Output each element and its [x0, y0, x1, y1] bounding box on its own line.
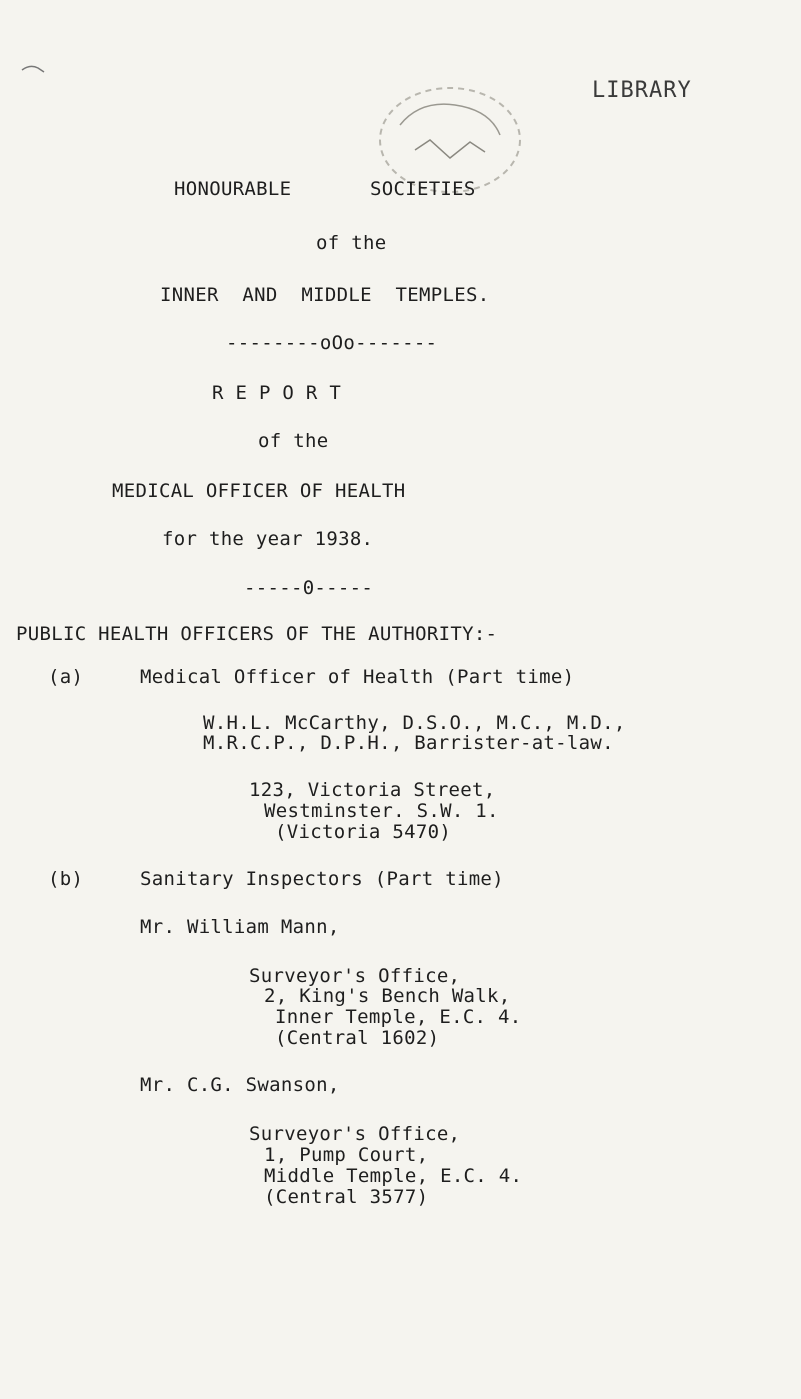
header-honourable: HONOURABLE	[174, 178, 292, 200]
item-a-address-line3: (Victoria 5470)	[275, 821, 452, 843]
inspector-2-name: Mr. C.G. Swanson,	[140, 1074, 340, 1096]
report-subtitle: MEDICAL OFFICER OF HEALTH	[112, 480, 406, 502]
inspector-2-address-line2: 1, Pump Court,	[264, 1144, 429, 1166]
item-a-title: Medical Officer of Health (Part time)	[140, 666, 575, 688]
inspector-1-address-line3: Inner Temple, E.C. 4.	[275, 1006, 522, 1028]
inspector-1-name: Mr. William Mann,	[140, 916, 340, 938]
officers-heading: PUBLIC HEALTH OFFICERS OF THE AUTHORITY:-	[16, 623, 498, 645]
inspector-2-address-line4: (Central 3577)	[264, 1186, 429, 1208]
header-of-the: of the	[316, 232, 387, 254]
report-year: for the year 1938.	[162, 528, 374, 550]
inspector-2-address-line1: Surveyor's Office,	[249, 1123, 461, 1145]
library-stamp-label: LIBRARY	[592, 78, 692, 103]
inspector-1-address-line2: 2, King's Bench Walk,	[264, 985, 511, 1007]
inspector-1-address-line1: Surveyor's Office,	[249, 965, 461, 987]
separator-o: -----0-----	[244, 577, 374, 599]
item-b-label: (b)	[48, 868, 84, 890]
item-a-address-line1: 123, Victoria Street,	[249, 779, 496, 801]
item-b-title: Sanitary Inspectors (Part time)	[140, 868, 504, 890]
inspector-1-address-line4: (Central 1602)	[275, 1027, 440, 1049]
report-title: R E P O R T	[212, 382, 342, 404]
item-a-name-line2: M.R.C.P., D.P.H., Barrister-at-law.	[203, 732, 614, 754]
item-a-name-line1: W.H.L. McCarthy, D.S.O., M.C., M.D.,	[203, 712, 626, 734]
separator-ooo: --------oOo-------	[226, 332, 438, 354]
item-a-address-line2: Westminster. S.W. 1.	[264, 800, 499, 822]
header-societies: SOCIETIES	[370, 178, 476, 200]
header-temples: INNER AND MIDDLE TEMPLES.	[160, 284, 490, 306]
item-a-label: (a)	[48, 666, 84, 688]
inspector-2-address-line3: Middle Temple, E.C. 4.	[264, 1165, 523, 1187]
corner-scribble-mark	[20, 50, 60, 90]
report-of-the: of the	[258, 430, 329, 452]
